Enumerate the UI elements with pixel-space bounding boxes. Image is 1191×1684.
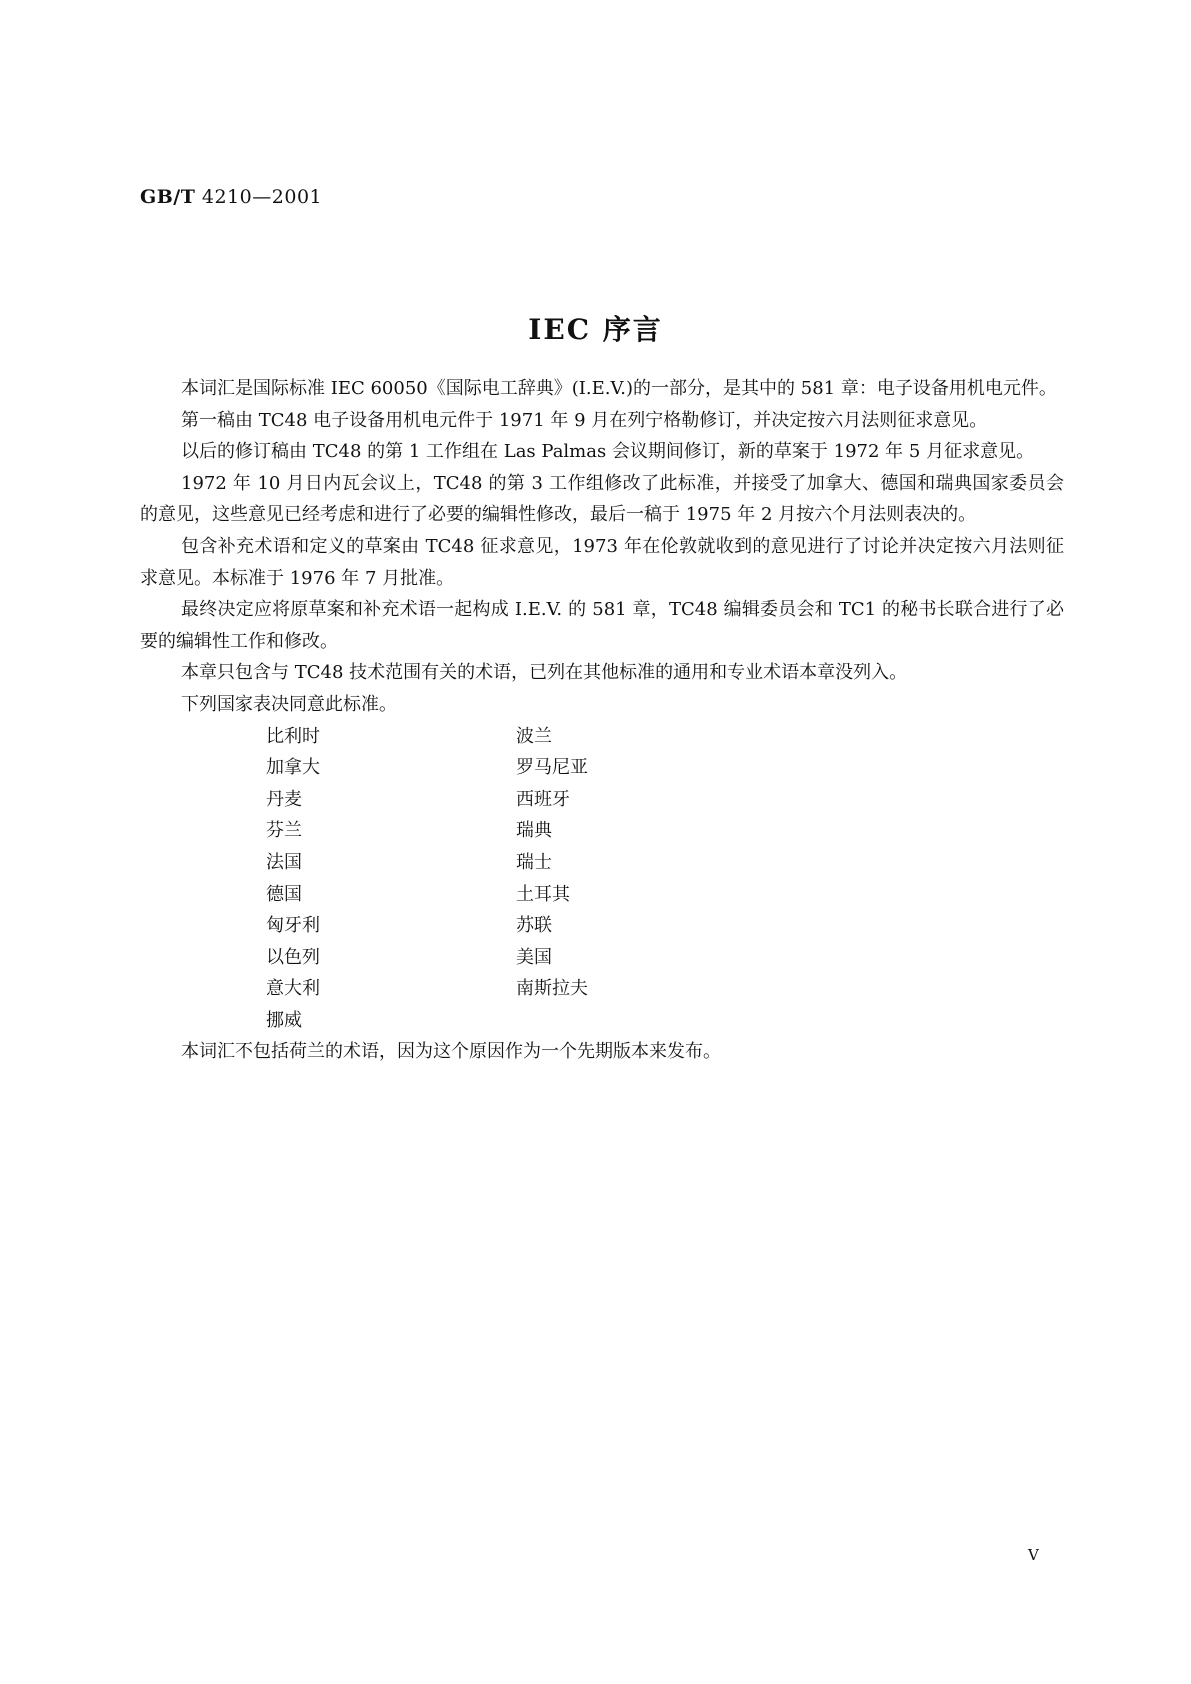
- paragraph: 以后的修订稿由 TC48 的第 1 工作组在 Las Palmas 会议期间修订，新的草案于 1972 年 5 月征求意见。: [181, 441, 1035, 463]
- country-item: 丹麦: [266, 788, 302, 810]
- country-item: 芬兰: [266, 820, 302, 842]
- paragraph: 最终决定应将原草案和补充术语一起构成 I.E.V. 的 581 章，TC48 编辑委员会和 TC1 的秘书长联合进行了必要的编辑性工作和修改。: [140, 599, 1064, 652]
- country-item: 波兰: [516, 725, 552, 747]
- page-number: Ⅴ: [1028, 1546, 1039, 1564]
- country-item: 以色列: [266, 946, 320, 968]
- paragraph: 包含补充术语和定义的草案由 TC48 征求意见，1973 年在伦敦就收到的意见进行了讨论并决定按六月法则征求意见。本标准于 1976 年 7 月批准。: [140, 535, 1064, 589]
- preface-body: [140, 373, 1064, 1068]
- closing-paragraph: 本词汇不包括荷兰的术语，因为这个原因作为一个先期版本来发布。: [181, 1041, 721, 1063]
- paragraph: 本词汇是国际标准 IEC 60050《国际电工辞典》(I.E.V.)的一部分，是其中的 581 章：电子设备用机电元件。: [181, 378, 1057, 399]
- country-item: 西班牙: [516, 788, 570, 810]
- paragraph: 下列国家表决同意此标准。: [181, 693, 397, 715]
- country-item: 美国: [516, 946, 552, 968]
- country-list: [266, 721, 1064, 1037]
- page-title: IEC 序言: [528, 313, 663, 346]
- standard-code: 4210—2001: [201, 186, 323, 208]
- country-item: [516, 1005, 766, 1037]
- standard-number: [140, 186, 322, 208]
- country-item: 罗马尼亚: [516, 757, 588, 779]
- country-item: 德国: [266, 883, 302, 905]
- country-item: 意大利: [266, 978, 320, 1000]
- country-item: 瑞典: [516, 820, 552, 842]
- country-item: 苏联: [516, 915, 552, 937]
- paragraph: 1972 年 10 月日内瓦会议上，TC48 的第 3 工作组修改了此标准，并接受了加拿大、德国和瑞典国家委员会的意见，这些意见已经考虑和进行了必要的编辑性修改，最后一稿于 1975 年 2 月按六个月法则表决的。: [140, 472, 1064, 526]
- country-item: 挪威: [266, 1009, 302, 1031]
- country-item: 匈牙利: [266, 915, 320, 937]
- country-item: 土耳其: [516, 883, 570, 905]
- country-item: 法国: [266, 851, 302, 873]
- standard-prefix: GB/T: [140, 186, 196, 208]
- country-item: 加拿大: [266, 757, 320, 779]
- country-item: 瑞士: [516, 851, 552, 873]
- paragraph: 本章只包含与 TC48 技术范围有关的术语，已列在其他标准的通用和专业术语本章没列入。: [181, 662, 908, 684]
- country-item: 南斯拉夫: [516, 978, 588, 1000]
- country-item: 比利时: [266, 725, 320, 747]
- paragraph: 第一稿由 TC48 电子设备用机电元件于 1971 年 9 月在列宁格勒修订，并决定按六月法则征求意见。: [181, 409, 988, 431]
